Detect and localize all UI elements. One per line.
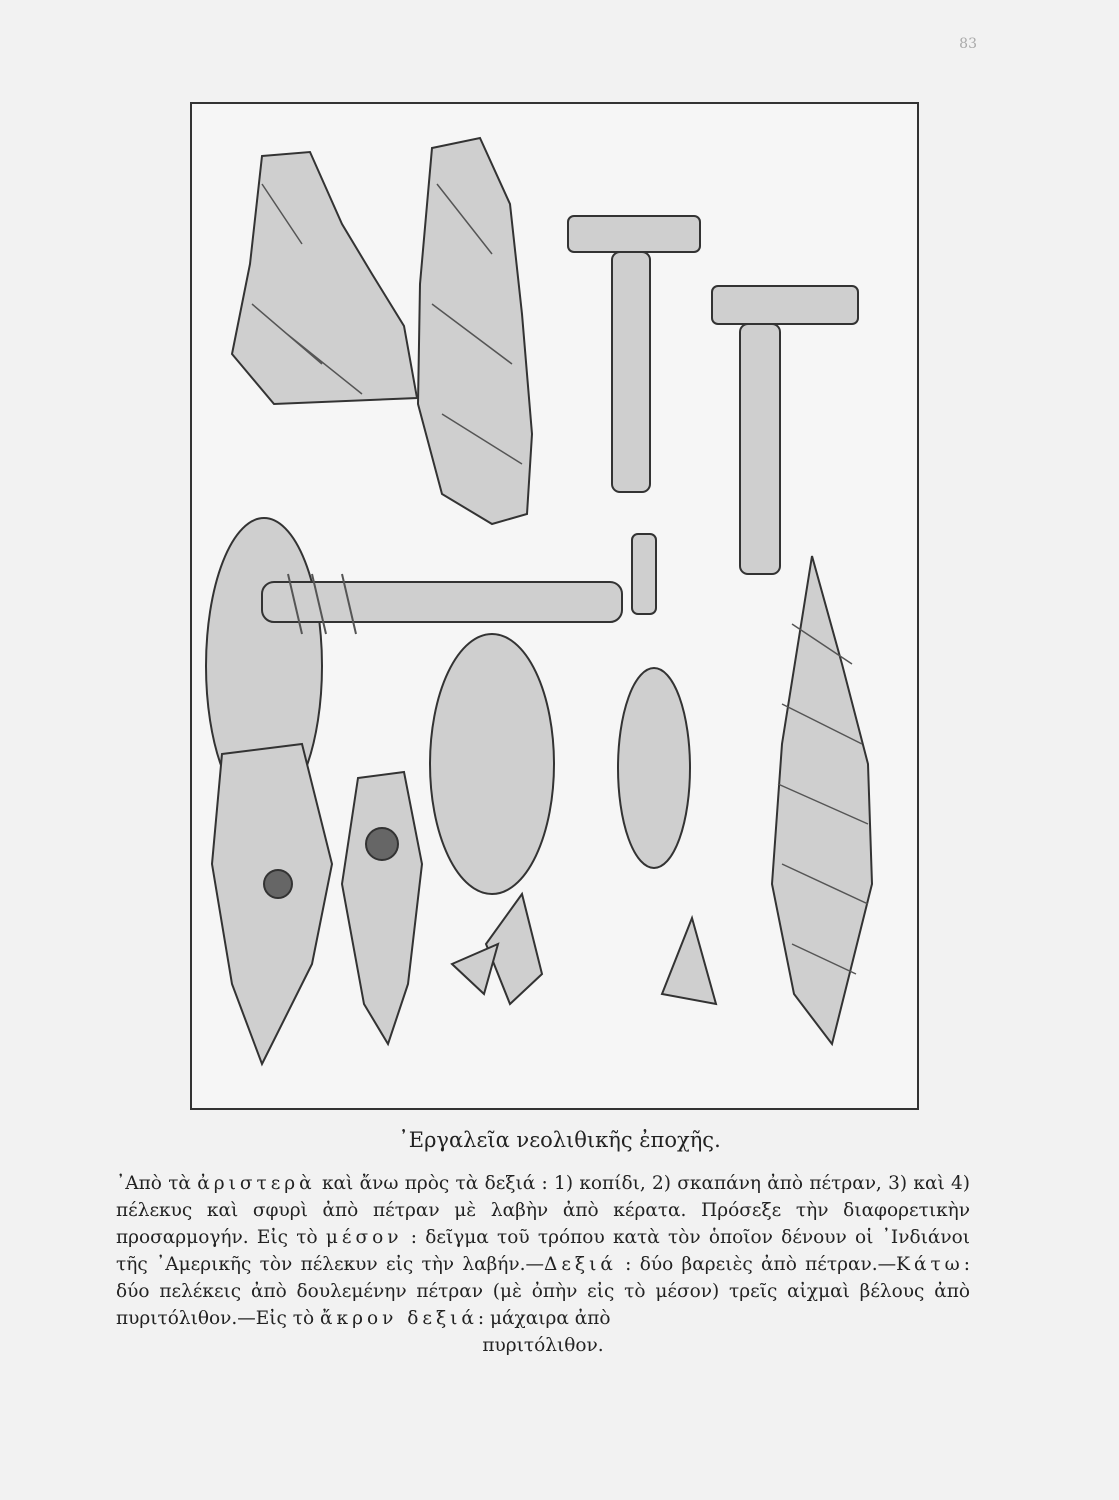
figure-caption-text: [116, 1170, 970, 1359]
caption-text-part: : μάχαιρα ἀπὸ: [477, 1308, 611, 1329]
caption-text-part: : δύο πελέκεις ἀπὸ δουλεμένην πέτραν (μὲ ὀπὴν εἰς τὸ μέσον) τρεῖς αἰχμαὶ βέλους ἀπὸ πυριτόλιθον.—Εἰς τὸ: [116, 1254, 970, 1329]
caption-emphasis: Δεξιά: [543, 1254, 617, 1275]
pick-tool: [418, 138, 532, 524]
page-number: 83: [959, 36, 977, 52]
perforated-axe-1: [212, 744, 332, 1064]
stone-maul-2: [618, 668, 690, 868]
neolithic-tools-illustration: [192, 104, 917, 1108]
stone-maul-1: [430, 634, 554, 894]
caption-text-part: : δύο βαρειὲς ἀπὸ πέτραν.—: [616, 1254, 897, 1275]
caption-text-part: ᾿Απὸ τὰ: [116, 1173, 198, 1194]
antler-hammer-1: [568, 216, 700, 614]
caption-text-part: : δεῖγμα τοῦ τρόπου κατὰ τὸν ὁποῖον δένουν οἱ ᾿Ινδιάνοι τῆς ᾿Αμερικῆς τὸν πέλεκυν εἰς τὴν λαβήν.—: [116, 1227, 971, 1275]
perforated-axe-2: [342, 772, 422, 1044]
figure-caption-title: ᾿Εργαλεῖα νεολιθικῆς ἐποχῆς.: [398, 1128, 721, 1152]
caption-emphasis: ἄκρον δεξιά: [320, 1308, 478, 1329]
caption-emphasis: ἀριστερὰ: [197, 1173, 316, 1194]
caption-emphasis: μέσον: [325, 1227, 403, 1248]
caption-emphasis: Κάτω: [896, 1254, 964, 1275]
arrowhead-2: [452, 944, 498, 994]
chopper-tool: [232, 152, 417, 404]
flint-knife: [772, 556, 872, 1044]
arrowhead-3: [662, 918, 716, 1004]
figure-illustration-frame: [190, 102, 919, 1110]
caption-last-line: πυριτόλιθον.: [482, 1335, 604, 1356]
antler-hammer-2: [712, 286, 858, 574]
caption-text-part: καὶ ἄνω πρὸς τὰ δεξιά : 1) κοπίδι, 2) σκαπάνη ἀπὸ πέτραν, 3) καὶ 4) πέλεκυς καὶ σφυρὶ ἀπὸ πέτραν μὲ λαβὴν ἀπὸ κέρατα. Πρόσεξε τὴν διαφορετικὴν προσαρμογήν. Εἰς τὸ: [116, 1173, 970, 1248]
